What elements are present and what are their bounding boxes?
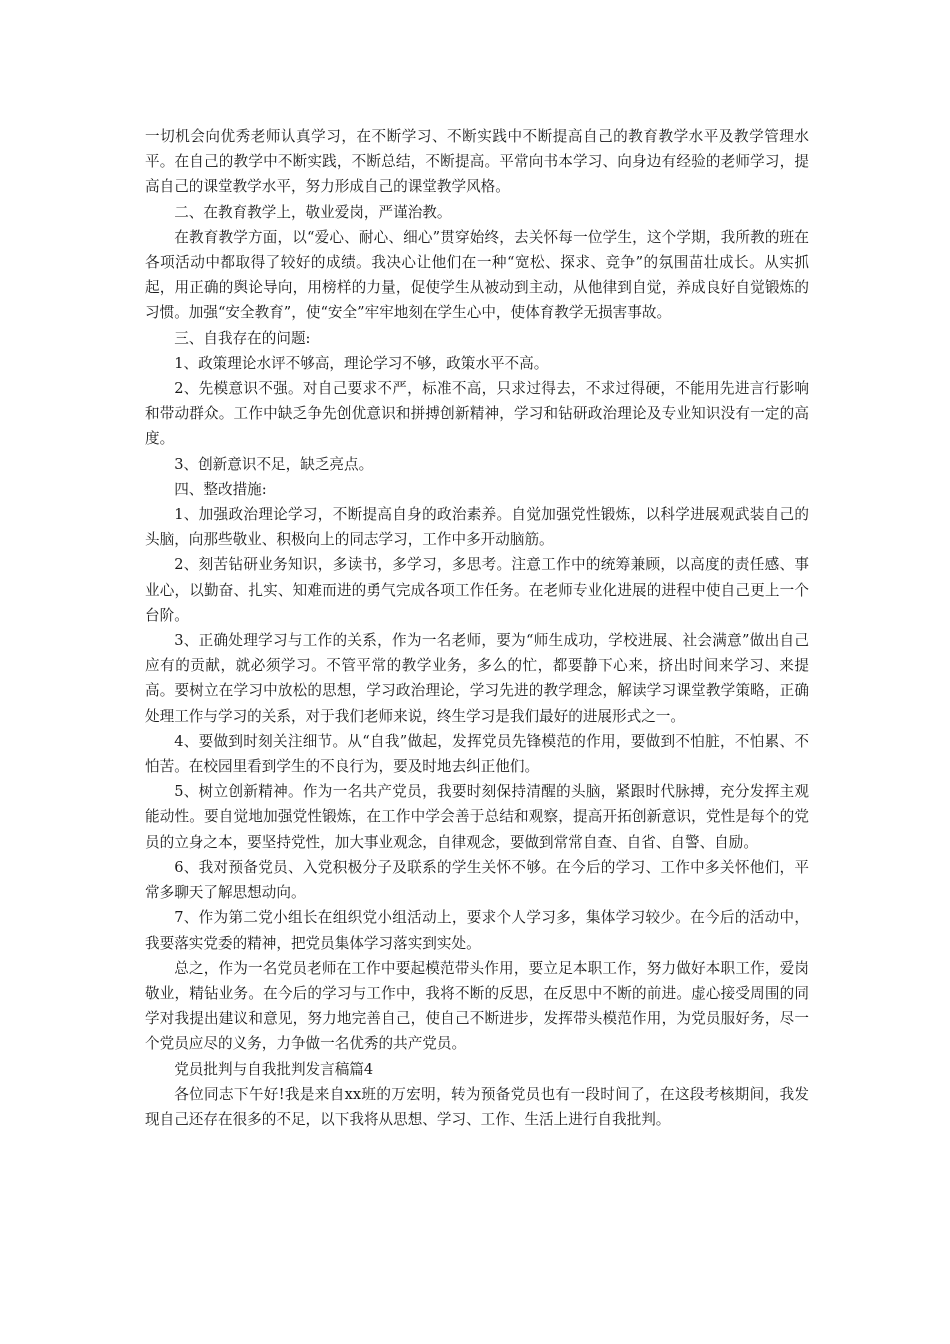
- list-item: 3、创新意识不足，缺乏亮点。: [174, 455, 374, 473]
- list-item: 2、刻苦钻研业务知识，多读书，多学习，多思考。注意工作中的统筹兼顾，以高度的责任感、事业心，以勤奋、扎实、知难而进的勇气完成各项工作任务。在老师专业化进展的进程中使自己更上一个台阶。: [145, 556, 809, 624]
- paragraph: 一切机会向优秀老师认真学习，在不断学习、不断实践中不断提高自己的教育教学水平及教学管理水平。在自己的教学中不断实践，不断总结，不断提高。平常向书本学习、向身边有经验的老师学习，提高自己的课堂教学水平，努力形成自己的课堂教学风格。: [145, 128, 809, 196]
- list-item: 7、作为第二党小组长在组织党小组活动上，要求个人学习多，集体学习较少。在今后的活动中，我要落实党委的精神，把党员集体学习落实到实处。: [145, 909, 809, 952]
- list-item: 5、树立创新精神。作为一名共产党员，我要时刻保持清醒的头脑，紧跟时代脉搏，充分发挥主观能动性。要自觉地加强党性锻炼，在工作中学会善于总结和观察，提高开拓创新意识，党性是每个的党员的立身之本，要坚持党性，加大事业观念，自律观念，要做到常常自查、自省、自警、自励。: [145, 783, 809, 851]
- document-body: [145, 124, 809, 1132]
- list-item: 4、要做到时刻关注细节。从“自我”做起，发挥党员先锋模范的作用，要做到不怕脏，不怕累、不怕苦。在校园里看到学生的不良行为，要及时地去纠正他们。: [145, 732, 809, 776]
- section-heading: 二、在教育教学上，敬业爱岗，严谨治教。: [174, 203, 452, 221]
- section-heading: 四、整改措施:: [174, 480, 267, 498]
- list-item: 1、加强政治理论学习，不断提高自身的政治素养。自觉加强党性锻炼，以科学进展观武装自己的头脑，向那些敬业、积极向上的同志学习，工作中多开动脑筋。: [145, 506, 809, 549]
- list-item: 6、我对预备党员、入党积极分子及联系的学生关怀不够。在今后的学习、工作中多关怀他们，平常多聊天了解思想动向。: [145, 858, 809, 902]
- paragraph: 在教育教学方面，以“爱心、耐心、细心”贯穿始终，去关怀每一位学生，这个学期，我所教的班在各项活动中都取得了较好的成绩。我决心让他们在一种“宽松、探求、竞争”的氛围苗壮成长。从实抓起，用正确的舆论导向，用榜样的力量，促使学生从被动到主动，从他律到自觉，养成良好自觉锻炼的习惯。加强“安全教育”，使“安全”牢牢地刻在学生心中，使体育教学无损害事故。: [145, 228, 809, 322]
- article-title: 党员批判与自我批判发言稿篇4: [174, 1060, 374, 1078]
- paragraph: 总之，作为一名党员老师在工作中要起模范带头作用，要立足本职工作，努力做好本职工作，爱岗敬业，精钻业务。在今后的学习与工作中，我将不断的反思，在反思中不断的前进。虚心接受周围的同学对我提出建议和意见，努力地完善自己，使自己不断进步，发挥带头模范作用，为党员服好务，尽一个党员应尽的义务，力争做一名优秀的共产党员。: [145, 959, 809, 1053]
- list-item: 2、先模意识不强。对自己要求不严，标准不高，只求过得去，不求过得硬，不能用先进言行影响和带动群众。工作中缺乏争先创优意识和拼搏创新精神，学习和钻研政治理论及专业知识没有一定的高度。: [145, 380, 809, 448]
- list-item: 3、正确处理学习与工作的关系，作为一名老师，要为“师生成功，学校进展、社会满意”做出自己应有的贡献，就必须学习。不管平常的教学业务，多么的忙，都要静下心来，挤出时间来学习、来提高。要树立在学习中放松的思想，学习政治理论，学习先进的教学理念，解读学习课堂教学策略，正确处理工作与学习的关系，对于我们老师来说，终生学习是我们最好的进展形式之一。: [145, 632, 809, 725]
- paragraph: 各位同志下午好!我是来自xx班的万宏明，转为预备党员也有一段时间了，在这段考核期间，我发现自己还存在很多的不足，以下我将从思想、学习、工作、生活上进行自我批判。: [145, 1085, 809, 1128]
- section-heading: 三、自我存在的问题:: [174, 329, 311, 347]
- list-item: 1、政策理论水评不够高，理论学习不够，政策水平不高。: [174, 354, 549, 372]
